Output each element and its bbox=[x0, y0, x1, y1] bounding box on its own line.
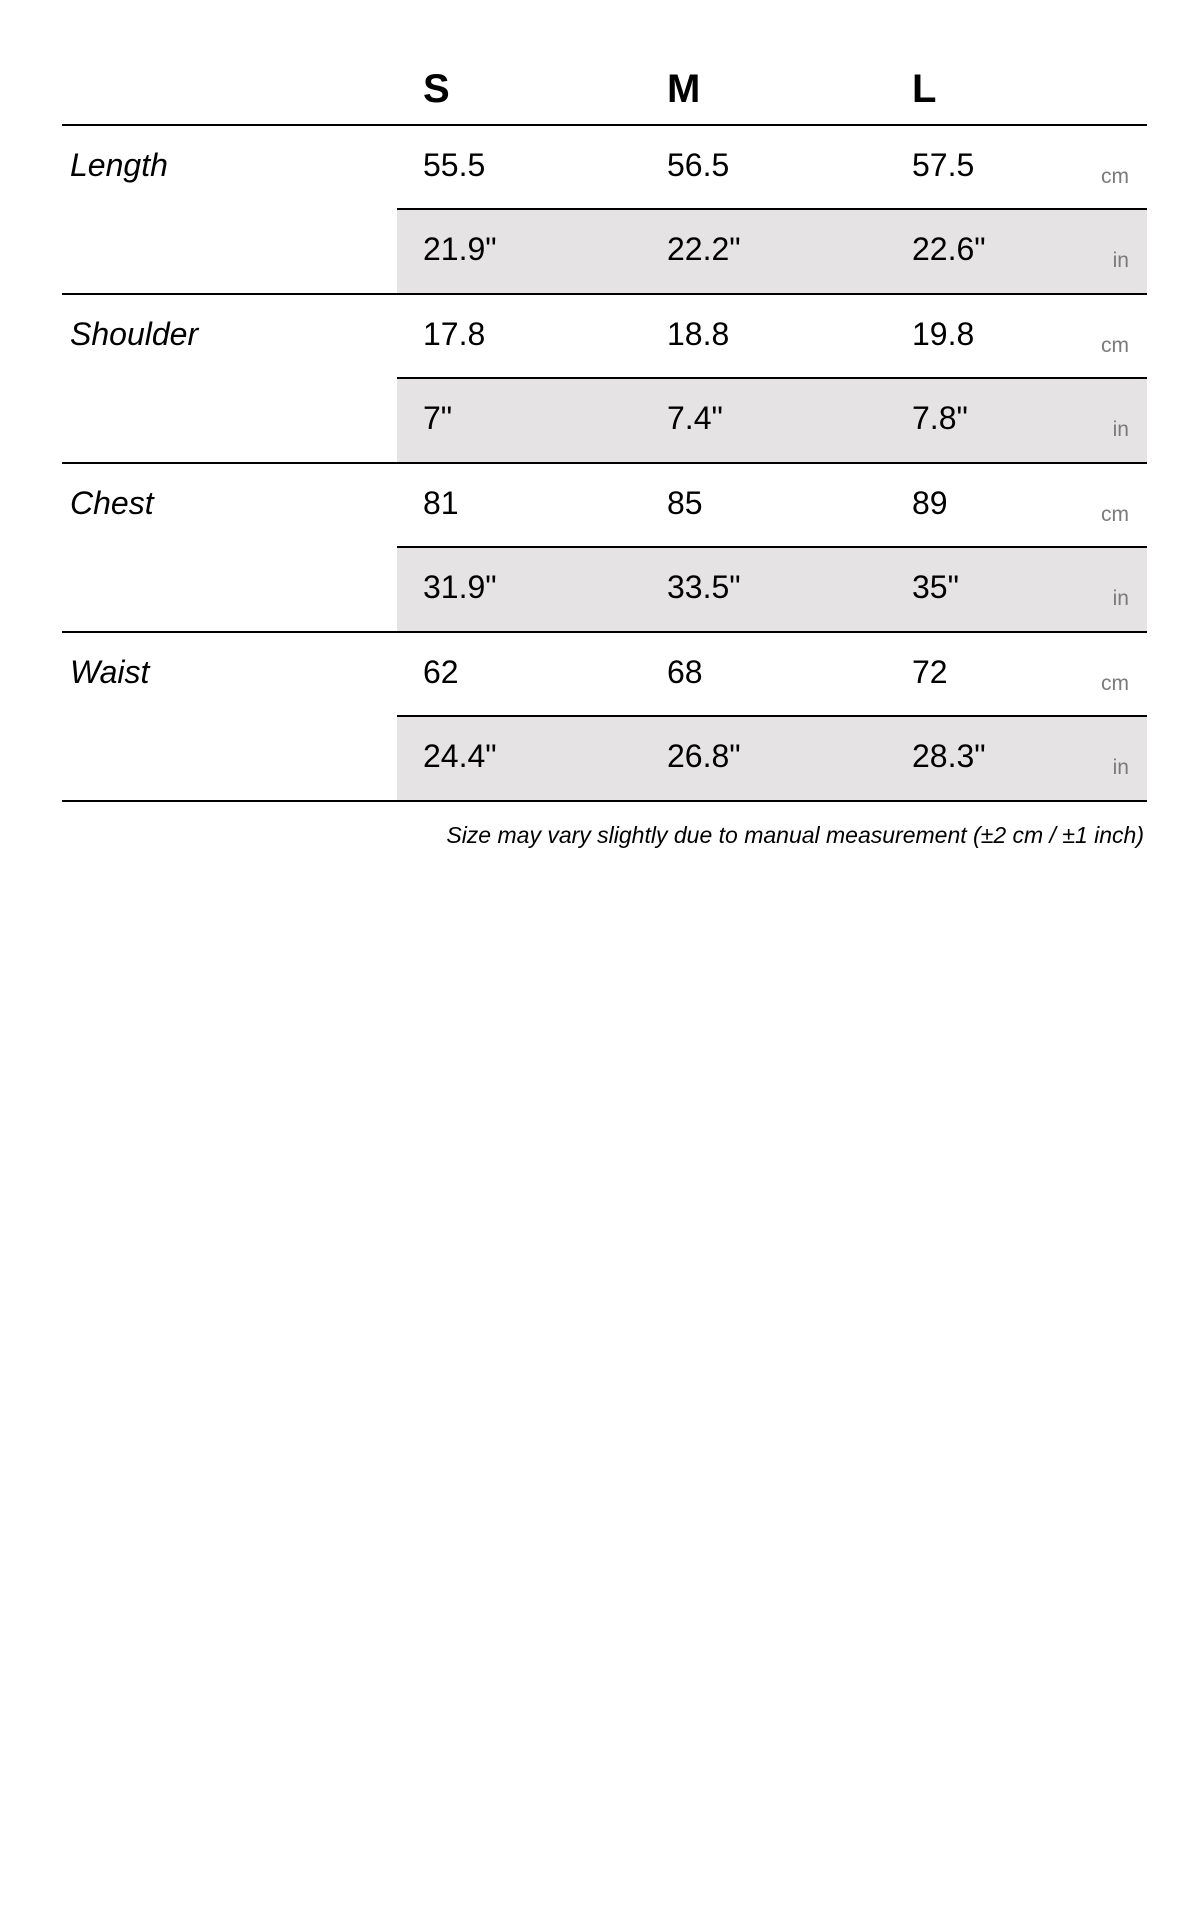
inch-value-l: 35" bbox=[912, 569, 959, 605]
inch-row bbox=[397, 210, 1147, 293]
measurement-disclaimer: Size may vary slightly due to manual measurement (±2 cm / ±1 inch) bbox=[446, 822, 1144, 848]
inch-value-s: 7" bbox=[423, 400, 453, 436]
inch-row bbox=[397, 379, 1147, 462]
cm-value-s: 62 bbox=[423, 654, 459, 690]
cm-row bbox=[397, 633, 1147, 717]
measurement-label: Shoulder bbox=[70, 316, 199, 352]
unit-label-in: in bbox=[1112, 418, 1129, 441]
cm-row bbox=[397, 126, 1147, 210]
inch-value-s: 24.4" bbox=[423, 738, 497, 774]
unit-label-cm: cm bbox=[1101, 334, 1129, 357]
measurement-group-chest bbox=[62, 464, 1147, 633]
cm-value-l: 72 bbox=[912, 654, 948, 690]
unit-label-in: in bbox=[1112, 249, 1129, 272]
cm-value-m: 56.5 bbox=[667, 147, 730, 183]
inch-value-l: 22.6" bbox=[912, 231, 986, 267]
size-header-m: M bbox=[667, 67, 701, 111]
size-header-l: L bbox=[912, 67, 937, 111]
measurement-group-length bbox=[62, 126, 1147, 295]
inch-row bbox=[397, 717, 1147, 800]
cm-value-s: 81 bbox=[423, 485, 459, 521]
inch-value-l: 28.3" bbox=[912, 738, 986, 774]
unit-label-cm: cm bbox=[1101, 503, 1129, 526]
inch-value-s: 21.9" bbox=[423, 231, 497, 267]
cm-value-l: 89 bbox=[912, 485, 948, 521]
size-header-s: S bbox=[423, 67, 450, 111]
unit-label-in: in bbox=[1112, 756, 1129, 779]
cm-row bbox=[397, 295, 1147, 379]
unit-label-cm: cm bbox=[1101, 672, 1129, 695]
inch-row bbox=[397, 548, 1147, 631]
inch-value-s: 31.9" bbox=[423, 569, 497, 605]
cm-value-m: 68 bbox=[667, 654, 703, 690]
cm-value-s: 17.8 bbox=[423, 316, 486, 352]
measurement-group-shoulder bbox=[62, 295, 1147, 464]
cm-value-m: 85 bbox=[667, 485, 703, 521]
measurement-group-waist bbox=[62, 633, 1147, 802]
cm-value-m: 18.8 bbox=[667, 316, 730, 352]
measurement-label: Length bbox=[70, 147, 168, 183]
cm-value-l: 57.5 bbox=[912, 147, 975, 183]
measurement-label: Chest bbox=[70, 485, 154, 521]
cm-value-s: 55.5 bbox=[423, 147, 486, 183]
inch-value-l: 7.8" bbox=[912, 400, 968, 436]
unit-label-in: in bbox=[1112, 587, 1129, 610]
cm-value-l: 19.8 bbox=[912, 316, 975, 352]
inch-value-m: 33.5" bbox=[667, 569, 741, 605]
inch-value-m: 7.4" bbox=[667, 400, 723, 436]
inch-value-m: 22.2" bbox=[667, 231, 741, 267]
size-header-row bbox=[62, 52, 1147, 126]
cm-row bbox=[397, 464, 1147, 548]
measurement-label: Waist bbox=[70, 654, 150, 690]
size-chart-table bbox=[62, 52, 1147, 802]
inch-value-m: 26.8" bbox=[667, 738, 741, 774]
unit-label-cm: cm bbox=[1101, 165, 1129, 188]
